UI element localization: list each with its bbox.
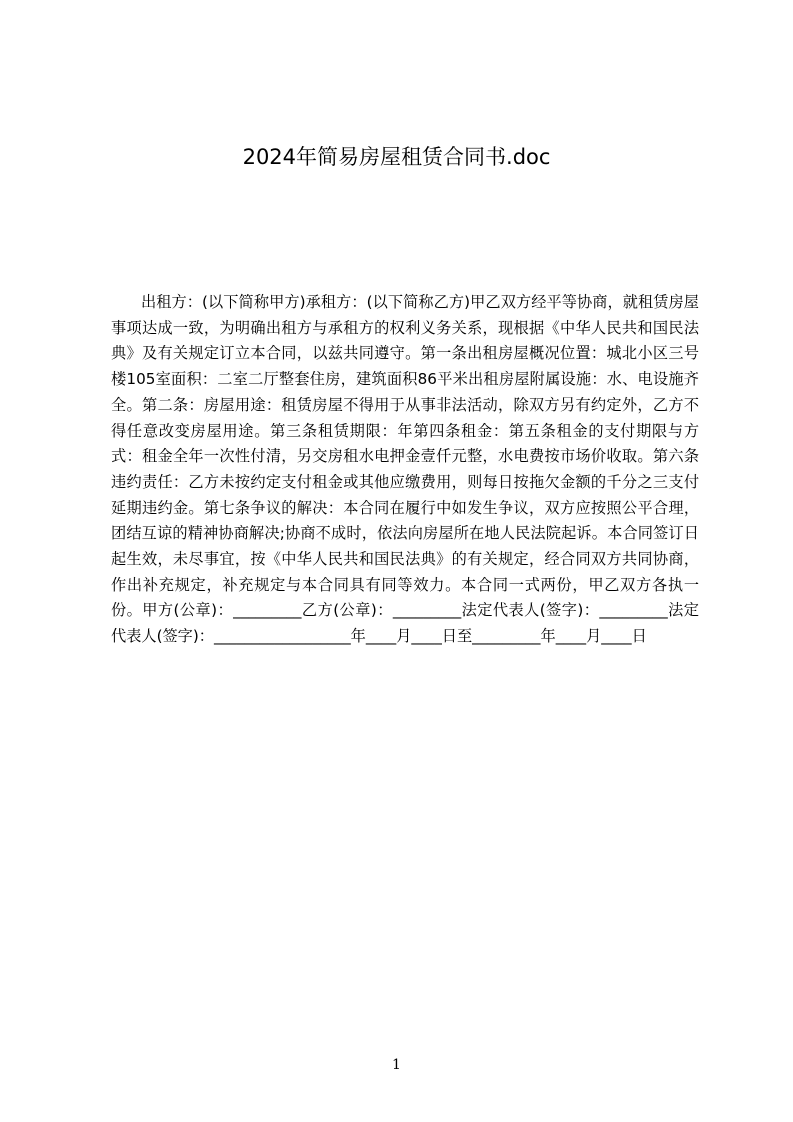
page-number: 1 bbox=[392, 1057, 401, 1073]
document-body-paragraph: 出租方：(以下简称甲方)承租方：(以下简称乙方)甲乙双方经平等协商，就租赁房屋事项达成一致，为明确出租方与承租方的权利义务关系，现根据《中华人民共和国民法典》及有关规定订立本合同，以兹共同遵守。第一条出租房屋概况位置：城北小区三号楼105室面积：二室二厅整套住房，建筑面积86平米出租房屋附属设施：水、电设施齐全。第二条：房屋用途：租赁房屋不得用于从事非法活动，除双方另有约定外，乙方不得任意改变房屋用途。第三条租赁期限：年第四条租金：第五条租金的支付期限与方式：租金全年一次性付清，另交房租水电押金壹仟元整，水电费按市场价收取。第六条违约责任：乙方未按约定支付租金或其他应缴费用，则每日按拖欠金额的千分之三支付延期违约金。第七条争议的解决：本合同在履行中如发生争议，双方应按照公平合理，团结互谅的精神协商解决;协商不成时，依法向房屋所在地人民法院起诉。本合同签订日起生效，未尽事宜，按《中华人民共和国民法典》的有关规定，经合同双方共同协商，作出补充规定，补充规定与本合同具有同等效力。本合同一式两份，甲乙双方各执一份。甲方(公章)：_________乙方(公章)：_________法定代表人(签字)：_________法定代表人(签字)：__________________年____月____日至_________年____月____日 bbox=[111, 293, 699, 646]
document-title: 2024年简易房屋租赁合同书.doc bbox=[242, 145, 551, 169]
